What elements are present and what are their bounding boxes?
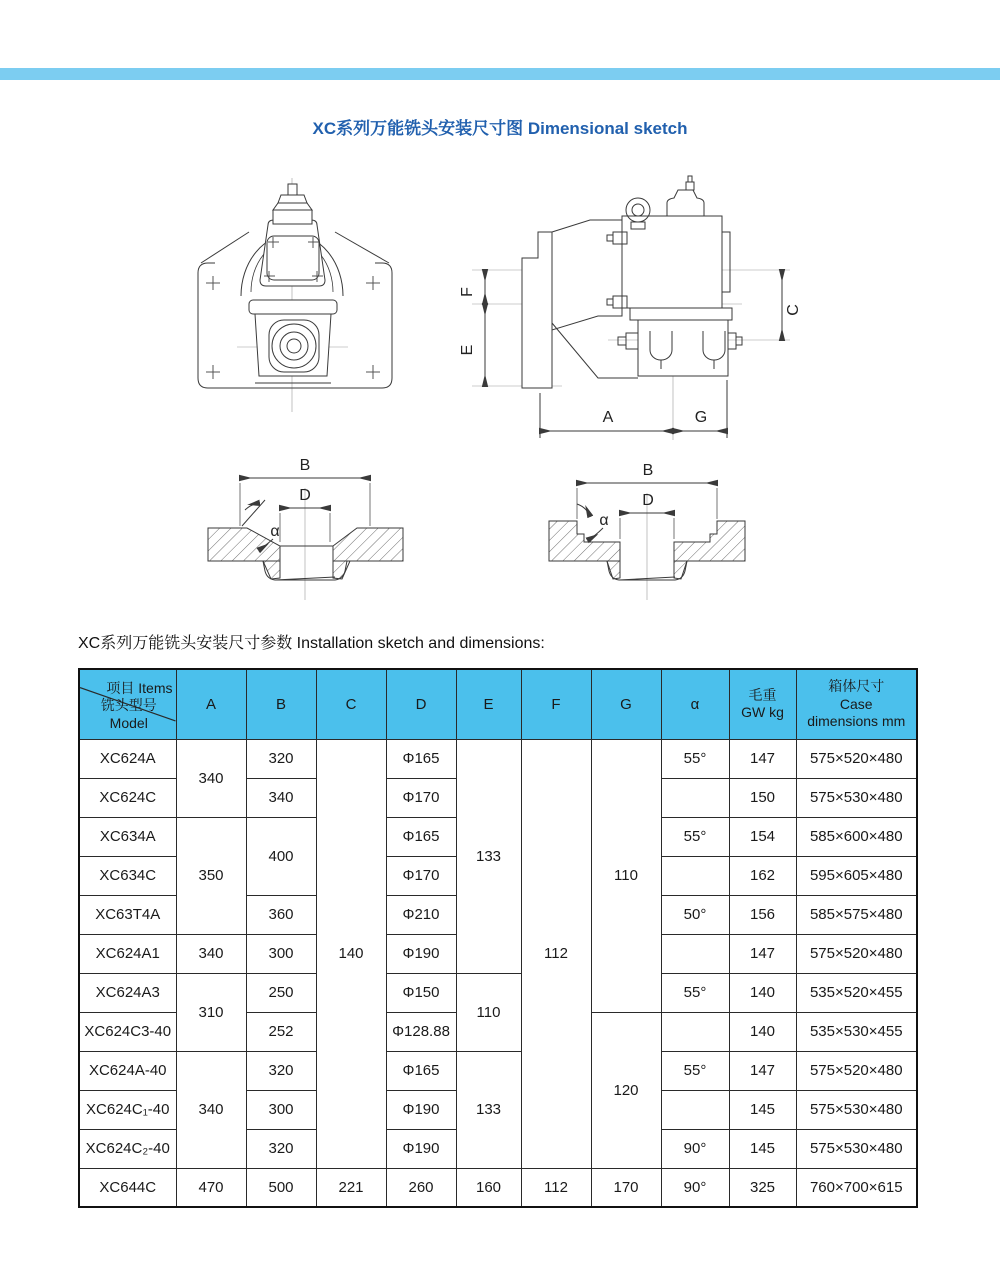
cell-b: 320 xyxy=(246,739,316,778)
cell-model: XC624C3-40 xyxy=(79,1012,176,1051)
cell-gw: 325 xyxy=(729,1168,796,1207)
cell-gw: 140 xyxy=(729,973,796,1012)
cell-model: XC634C xyxy=(79,856,176,895)
cell-b: 320 xyxy=(246,1051,316,1090)
cell-gw: 140 xyxy=(729,1012,796,1051)
cell-d: Φ165 xyxy=(386,1051,456,1090)
cell-gw: 147 xyxy=(729,1051,796,1090)
flange-plate-side xyxy=(522,232,552,388)
col-header-g: G xyxy=(591,669,661,739)
dim-label-alpha: α xyxy=(270,523,280,540)
corner-items-label: 项目 Items xyxy=(106,680,173,696)
dim-label-g: G xyxy=(694,409,708,426)
head-block xyxy=(622,216,722,308)
cell-alpha: 55° xyxy=(661,973,729,1012)
cell-d: 260 xyxy=(386,1168,456,1207)
cell-e: 133 xyxy=(456,739,521,973)
cell-b: 250 xyxy=(246,973,316,1012)
cell-alpha xyxy=(661,1090,729,1129)
cell-gw: 150 xyxy=(729,778,796,817)
dim-label-d: D xyxy=(642,492,654,509)
dim-label-f: F xyxy=(459,287,476,297)
cell-a: 340 xyxy=(176,934,246,973)
cell-d: Φ190 xyxy=(386,1090,456,1129)
cell-alpha: 55° xyxy=(661,739,729,778)
flange-left-block xyxy=(549,521,620,561)
col-header-d: D xyxy=(386,669,456,739)
header-row xyxy=(79,669,917,739)
side-thin-plate xyxy=(722,232,730,292)
cell-c: 140 xyxy=(316,739,386,1168)
corner-model-label: 铣头型号Model xyxy=(100,696,157,731)
support-bracket xyxy=(552,323,638,378)
cell-gw: 156 xyxy=(729,895,796,934)
cell-b: 500 xyxy=(246,1168,316,1207)
col-header-case: 箱体尺寸 Case dimensions mm xyxy=(796,669,917,739)
cell-d: Φ165 xyxy=(386,739,456,778)
top-shaft xyxy=(273,184,312,224)
col-header-f: F xyxy=(521,669,591,739)
cell-case: 575×530×480 xyxy=(796,778,917,817)
motor-cap xyxy=(667,190,704,216)
top-accent-bar xyxy=(0,68,1000,80)
cell-f: 112 xyxy=(521,1168,591,1207)
right-shoulder xyxy=(335,232,389,263)
cell-d: Φ165 xyxy=(386,817,456,856)
cross-section-right-drawing xyxy=(527,438,797,618)
cell-g: 120 xyxy=(591,1012,661,1168)
page-title: XC系列万能铣头安装尺寸图 Dimensional sketch xyxy=(312,119,688,138)
dimensions-table xyxy=(78,668,918,1208)
cell-alpha xyxy=(661,778,729,817)
cell-alpha: 90° xyxy=(661,1168,729,1207)
cell-gw: 162 xyxy=(729,856,796,895)
cell-c: 221 xyxy=(316,1168,386,1207)
cell-case: 585×600×480 xyxy=(796,817,917,856)
cell-model: XC644C xyxy=(79,1168,176,1207)
col-header-a: A xyxy=(176,669,246,739)
cell-a: 310 xyxy=(176,973,246,1051)
cell-case: 535×520×455 xyxy=(796,973,917,1012)
cell-alpha xyxy=(661,856,729,895)
cell-model: XC624C₂-40 xyxy=(79,1129,176,1168)
cell-gw: 147 xyxy=(729,739,796,778)
cell-a: 340 xyxy=(176,1051,246,1168)
flange-left-block xyxy=(208,528,280,561)
left-shoulder xyxy=(201,232,249,263)
table-row xyxy=(79,1051,917,1090)
col-header-c: C xyxy=(316,669,386,739)
cell-b: 300 xyxy=(246,934,316,973)
corner-header-cell xyxy=(79,669,176,739)
cell-alpha xyxy=(661,934,729,973)
cell-case: 535×530×455 xyxy=(796,1012,917,1051)
cell-case: 575×530×480 xyxy=(796,1090,917,1129)
cell-gw: 145 xyxy=(729,1129,796,1168)
cell-case: 585×575×480 xyxy=(796,895,917,934)
cell-model: XC63T4A xyxy=(79,895,176,934)
cell-a: 350 xyxy=(176,817,246,934)
dim-label-c: C xyxy=(785,304,802,316)
cell-d: Φ128.88 xyxy=(386,1012,456,1051)
cell-model: XC624C₁-40 xyxy=(79,1090,176,1129)
col-header-alpha: α xyxy=(661,669,729,739)
cell-e: 133 xyxy=(456,1051,521,1168)
cell-b: 340 xyxy=(246,778,316,817)
cell-model: XC624A xyxy=(79,739,176,778)
cell-alpha xyxy=(661,1012,729,1051)
cell-gw: 147 xyxy=(729,934,796,973)
dim-label-b: B xyxy=(299,457,311,474)
cap-shaft xyxy=(686,176,694,190)
spindle-frame xyxy=(269,320,319,372)
cell-g: 170 xyxy=(591,1168,661,1207)
cell-alpha: 90° xyxy=(661,1129,729,1168)
cell-g: 110 xyxy=(591,739,661,1012)
cell-model: XC634A xyxy=(79,817,176,856)
cell-b: 300 xyxy=(246,1090,316,1129)
flange-right-block xyxy=(333,528,403,561)
col-header-gw: 毛重 GW kg xyxy=(729,669,796,739)
cell-b: 400 xyxy=(246,817,316,895)
dim-label-d: D xyxy=(299,487,311,504)
cell-a: 470 xyxy=(176,1168,246,1207)
cell-case: 575×520×480 xyxy=(796,1051,917,1090)
col-header-b: B xyxy=(246,669,316,739)
col-header-e: E xyxy=(456,669,521,739)
neck-ring xyxy=(249,300,337,314)
cell-alpha: 55° xyxy=(661,817,729,856)
rear-housing xyxy=(552,220,622,330)
flange-right-block xyxy=(674,521,745,561)
cell-case: 595×605×480 xyxy=(796,856,917,895)
cell-model: XC624A3 xyxy=(79,973,176,1012)
table-row xyxy=(79,973,917,1012)
dim-label-alpha: α xyxy=(599,512,609,529)
cell-e: 110 xyxy=(456,973,521,1051)
cell-f: 112 xyxy=(521,739,591,1168)
spindle-flange-band xyxy=(630,308,732,320)
dim-label-e: E xyxy=(459,344,476,356)
table-row xyxy=(79,739,917,778)
cell-d: Φ210 xyxy=(386,895,456,934)
cell-alpha: 50° xyxy=(661,895,729,934)
section-heading: XC系列万能铣头安装尺寸参数 Installation sketch and dimensions: xyxy=(78,635,545,652)
front-view-drawing xyxy=(185,170,455,420)
cell-case: 760×700×615 xyxy=(796,1168,917,1207)
cell-model: XC624C xyxy=(79,778,176,817)
bore-wall-right xyxy=(333,561,350,579)
side-view-drawing xyxy=(450,168,810,455)
cell-gw: 145 xyxy=(729,1090,796,1129)
cell-model: XC624A1 xyxy=(79,934,176,973)
cell-model: XC624A-40 xyxy=(79,1051,176,1090)
cell-gw: 154 xyxy=(729,817,796,856)
cell-d: Φ170 xyxy=(386,778,456,817)
cell-b: 360 xyxy=(246,895,316,934)
cell-case: 575×520×480 xyxy=(796,739,917,778)
dim-label-b: B xyxy=(642,462,654,479)
cell-d: Φ190 xyxy=(386,934,456,973)
cell-a: 340 xyxy=(176,739,246,817)
bore-wall-left xyxy=(263,561,280,579)
cross-section-left-drawing xyxy=(185,438,455,618)
cell-case: 575×530×480 xyxy=(796,1129,917,1168)
cell-d: Φ170 xyxy=(386,856,456,895)
cell-alpha: 55° xyxy=(661,1051,729,1090)
cell-e: 160 xyxy=(456,1168,521,1207)
dim-label-a: A xyxy=(602,409,614,426)
cell-b: 252 xyxy=(246,1012,316,1051)
table-row xyxy=(79,1168,917,1207)
cell-case: 575×520×480 xyxy=(796,934,917,973)
cell-b: 320 xyxy=(246,1129,316,1168)
cell-d: Φ190 xyxy=(386,1129,456,1168)
cell-d: Φ150 xyxy=(386,973,456,1012)
